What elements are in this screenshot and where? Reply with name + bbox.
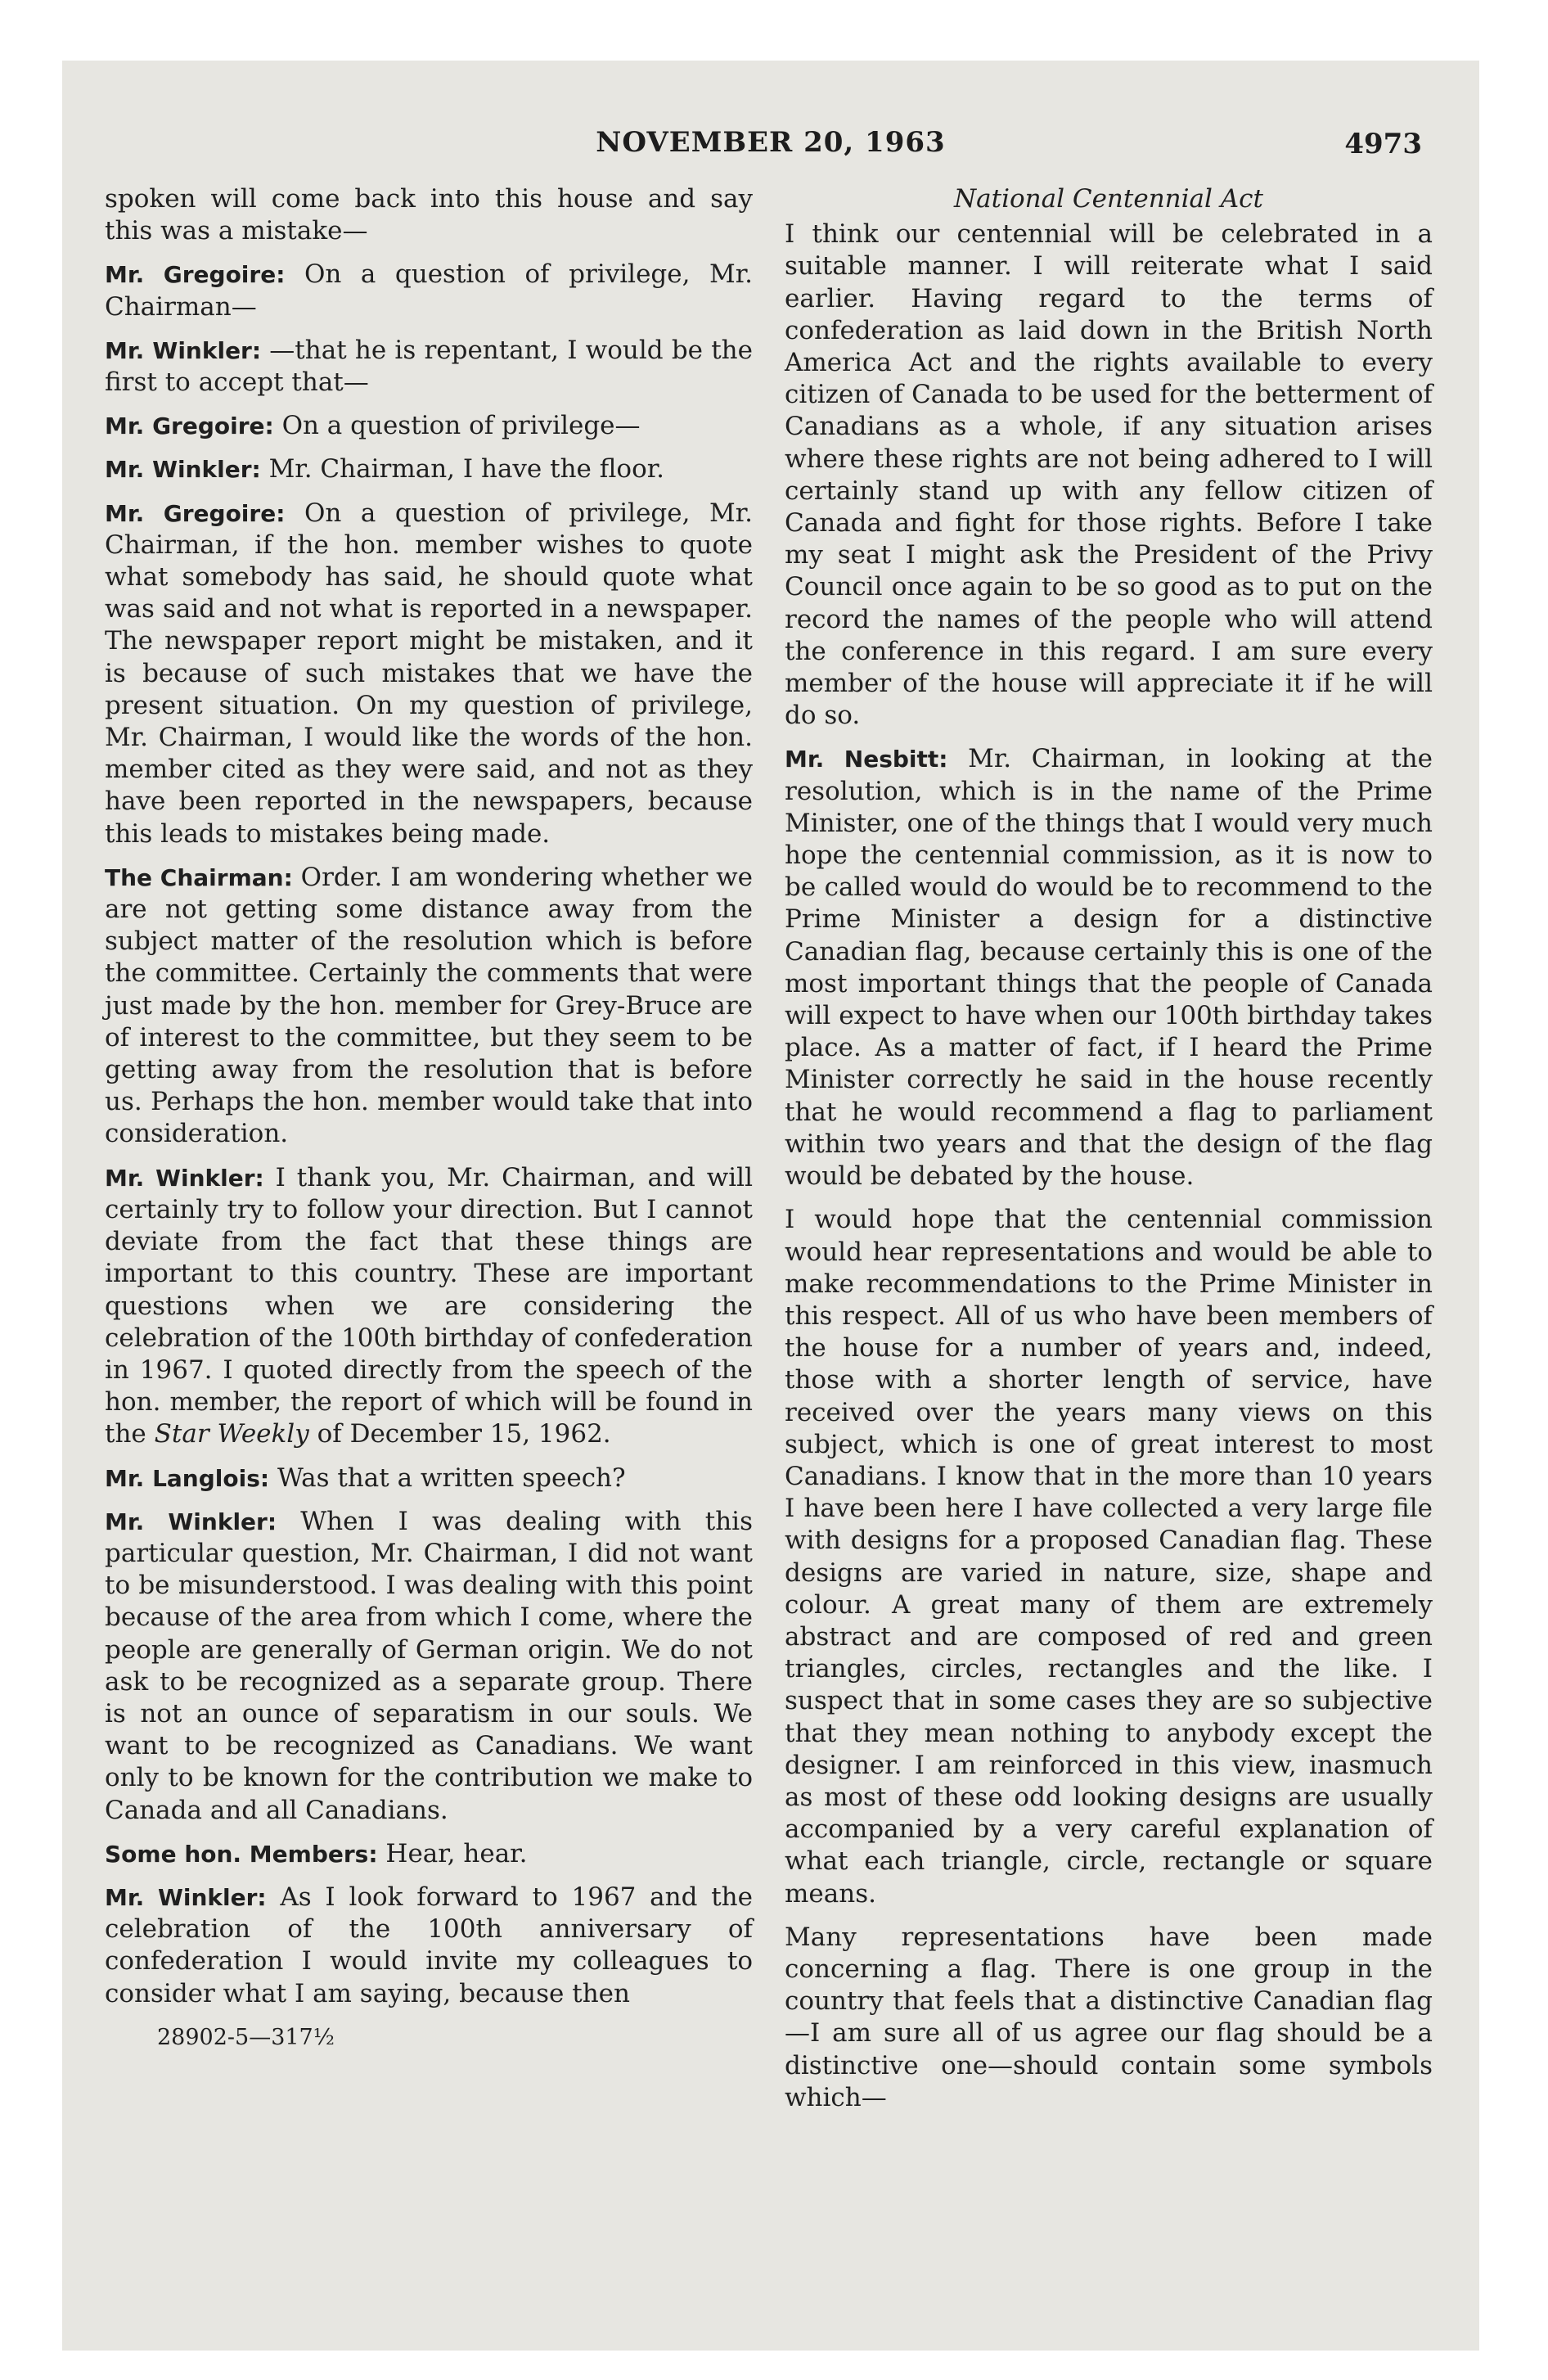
speaker-name: The Chairman: [105, 863, 293, 891]
paragraph: Some hon. Members: Hear, hear. [105, 1838, 528, 1868]
paragraph: Mr. Winkler: —that he is repentant, I would be the first to accept that— [105, 335, 753, 398]
speaker-name: Mr. Winkler: [105, 1883, 267, 1911]
page-header [62, 126, 1479, 175]
speaker-name: Mr. Winkler: [105, 1508, 277, 1535]
paragraph: Many representations have been made concerning a flag. There is one group in the country that feels that a distinctive Canadian flag—I am sure all of us agree our flag should be a distinctive one—should contain some symbols which— [785, 1922, 1433, 2112]
left-column [105, 183, 753, 2065]
header-date: NOVEMBER 20, 1963 [596, 126, 946, 159]
running-title: National Centennial Act [954, 184, 1263, 214]
right-column [785, 183, 1433, 2125]
paragraph: Mr. Gregoire: On a question of privilege, Mr. Chairman, if the hon. member wishes to quote what somebody has said, he should quote what was said and not what is reported in a newspaper. The newspaper report might be mistaken, and it is because of such mistakes that we have the present situation. On my question of privilege, Mr. Chairman, I would like the words of the hon. member cited as they were said, and not as they have been reported in the newspapers, because this leads to mistakes being made. [105, 498, 754, 849]
paragraph: I think our centennial will be celebrated in a suitable manner. I will reiterate what I said earlier. Having regard to the terms of confederation as laid down in the British North America Act and the rights available to every citizen of Canada to be used for the betterment of Canadians as a whole, if any situation arises where these rights are not being adhered to I will certainly stand up with any fellow citizen of Canada and fight for those rights. Before I take my seat I might ask the President of the Privy Council once again to be so good as to put on the record the names of the people who will attend the conference in this regard. I am sure every member of the house will appreciate it if he will do so. [785, 219, 1433, 731]
speaker-name: Mr. Nesbitt: [785, 746, 948, 773]
paragraph: Mr. Winkler: Mr. Chairman, I have the floor. [105, 454, 665, 485]
paragraph: Mr. Nesbitt: Mr. Chairman, in looking at the resolution, which is in the name of the Prime Minister, one of the things that I would very much hope the centennial commission, as it is now to be called would do would be to recommend to the Prime Minister a design for a distinctive Canadian flag, because certainly this is one of the most important things that the people of Canada will expect to have when our 100th birthday takes place. As a matter of fact, if I heard the Prime Minister correctly he said in the house recently that he would recommend a flag to parliament within two years and that the design of the flag would be debated by the house. [785, 744, 1433, 1192]
speaker-name: Mr. Gregoire: [105, 412, 274, 440]
paragraph: Mr. Langlois: Was that a written speech? [105, 1463, 626, 1493]
speaker-name: Mr. Gregoire: [105, 499, 286, 527]
speaker-name: Mr. Langlois: [105, 1464, 270, 1492]
page-number: 4973 [1344, 128, 1422, 160]
paragraph: Mr. Winkler: I thank you, Mr. Chairman, and will certainly try to follow your direction. But I cannot deviate from the fact that these things are important to this country. These are important questions when we are considering the celebration of the 100th birthday of confederation in 1967. I quoted directly from the speech of the hon. member, the report of which will be found in the Star Weekly of December 15, 1962. [105, 1162, 753, 1449]
publication-title: Star Weekly [154, 1419, 309, 1449]
speaker-name: Mr. Winkler: [105, 456, 261, 484]
paragraph: spoken will come back into this house and say this was a mistake— [105, 184, 753, 246]
speaker-name: Some hon. Members: [105, 1840, 378, 1868]
print-signature: 28902-5—317½ [157, 2024, 335, 2050]
paragraph: I would hope that the centennial commission would hear representations and would be able to make recommendations to the Prime Minister in this respect. All of us who have been members of the house for a number of years and, indeed, those with a shorter length of service, have received over the years many views on this subject, which is one of great interest to most Canadians. I know that in the more than 10 years I have been here I have collected a very large file with designs for a proposed Canadian flag. These designs are varied in nature, size, shape and colour. A great many of them are extremely abstract and are composed of red and green triangles, circles, rectangles and the like. I suspect that in some cases they are so subjective that they mean nothing to anybody except the designer. I am reinforced in this view, inasmuch as most of these odd looking designs are usually accompanied by a very careful explanation of what each triangle, circle, rectangle or square means. [785, 1205, 1433, 1909]
hansard-page [62, 61, 1479, 2351]
paragraph: Mr. Winkler: As I look forward to 1967 and the celebration of the 100th anniversary of confederation I would invite my colleagues to consider what I am saying, because then [105, 1882, 753, 2008]
paragraph: Mr. Gregoire: On a question of privilege— [105, 411, 641, 441]
paragraph: Mr. Gregoire: On a question of privilege, Mr. Chairman— [105, 259, 754, 322]
paragraph: Mr. Winkler: When I was dealing with this particular question, Mr. Chairman, I did not want to be misunderstood. I was dealing with this point because of the area from which I come, where the people are generally of German origin. We do not ask to be recognized as a separate group. There is not an ounce of separatism in our souls. We want to be recognized as Canadians. We want only to be known for the contribution we make to Canada and all Canadians. [105, 1506, 753, 1825]
paragraph: The Chairman: Order. I am wondering whether we are not getting some distance away from the subject matter of the resolution which is before the committee. Certainly the comments that were just made by the hon. member for Grey-Bruce are of interest to the committee, but they seem to be getting away from the resolution that is before us. Perhaps the hon. member would take that into consideration. [105, 862, 754, 1149]
speaker-name: Mr. Winkler: [105, 336, 262, 364]
speaker-name: Mr. Winkler: [105, 1164, 264, 1192]
speaker-name: Mr. Gregoire: [105, 261, 286, 289]
